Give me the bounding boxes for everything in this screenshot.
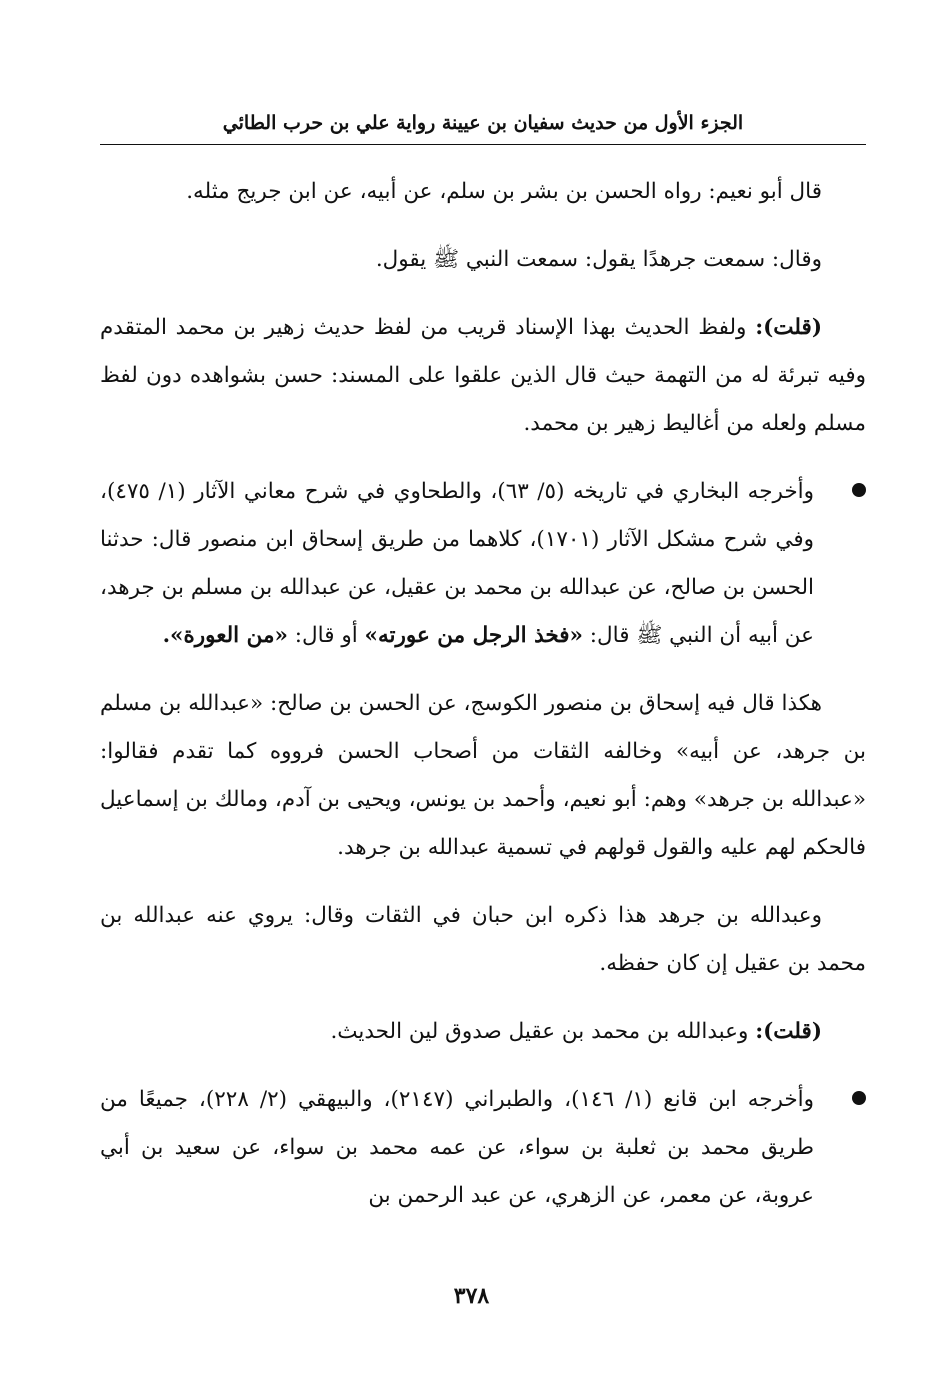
- paragraph-7-text: وعبدالله بن محمد بن عقيل صدوق لين الحديث.: [330, 1019, 756, 1044]
- qultu-label: (قلت):: [755, 315, 822, 340]
- paragraph-3-text: ولفظ الحديث بهذا الإسناد قريب من لفظ حديث زهير بن محمد المتقدم وفيه تبرئة له من التهمة حيث قال الذين علقوا على المسند: حسن بشواهده دون لفظ مسلم ولعله من أغاليط زهير بن محمد.: [100, 315, 866, 436]
- paragraph-5: هكذا قال فيه إسحاق بن منصور الكوسج، عن الحسن بن صالح: «عبدالله بن مسلم بن جرهد، عن أبيه» وخالفه الثقات من أصحاب الحسن فرووه كما تقدم فقالوا: «عبدالله بن جرهد» وهم: أبو نعيم، وأحمد بن يونس، ويحيى بن آدم، ومالك بن إسماعيل فالحكم لهم عليه والقول قولهم في تسمية عبدالله بن جرهد.: [100, 691, 866, 860]
- paragraph-6: وعبدالله بن جرهد هذا ذكره ابن حبان في الثقات وقال: يروي عنه عبدالله بن محمد بن عقيل إن كان حفظه.: [100, 903, 866, 976]
- bullet-paragraph-2: [100, 1076, 866, 1220]
- header-rule: [100, 144, 866, 145]
- bullet-dot-icon: [852, 1091, 866, 1105]
- hadith-quote-1: «فخذ الرجل من عورته»: [364, 623, 583, 648]
- paragraph-3: [100, 304, 866, 448]
- paragraph-7: [100, 1008, 866, 1056]
- paragraph-2: وقال: سمعت جرهدًا يقول: سمعت النبي ﷺ يقول.: [375, 247, 822, 272]
- bullet-paragraph-1-mid: أو قال:: [287, 623, 365, 648]
- page-body: [100, 168, 866, 1240]
- running-header: الجزء الأول من حديث سفيان بن عيينة رواية علي بن حرب الطائي: [222, 112, 744, 134]
- bullet-paragraph-1-text: وأخرجه البخاري في تاريخه (٥/ ٦٣)، والطحاوي في شرح معاني الآثار (١/ ٤٧٥)، وفي شرح مشكل الآثار (١٧٠١)، كلاهما من طريق إسحاق ابن منصور قال: حدثنا الحسن بن صالح، عن عبدالله بن محمد بن عقيل، عن عبدالله بن مسلم بن جرهد، عن أبيه أن النبي ﷺ قال:: [100, 479, 814, 648]
- bullet-dot-icon: [852, 483, 866, 497]
- bullet-paragraph-1: [100, 468, 866, 660]
- qultu-label: (قلت):: [755, 1019, 822, 1044]
- paragraph-1: قال أبو نعيم: رواه الحسن بن بشر بن سلم، عن أبيه، عن ابن جريج مثله.: [186, 179, 822, 204]
- hadith-quote-2: «من العورة».: [162, 623, 288, 648]
- bullet-paragraph-2-text: وأخرجه ابن قانع (١/ ١٤٦)، والطبراني (٢١٤٧)، والبيهقي (٢/ ٢٢٨)، جميعًا من طريق محمد بن ثعلبة بن سواء، عن عمه محمد بن سواء، عن سعيد بن أبي عروبة، عن معمر، عن الزهري، عن عبد الرحمن بن: [100, 1087, 815, 1208]
- page-number: ٣٧٨: [453, 1283, 490, 1309]
